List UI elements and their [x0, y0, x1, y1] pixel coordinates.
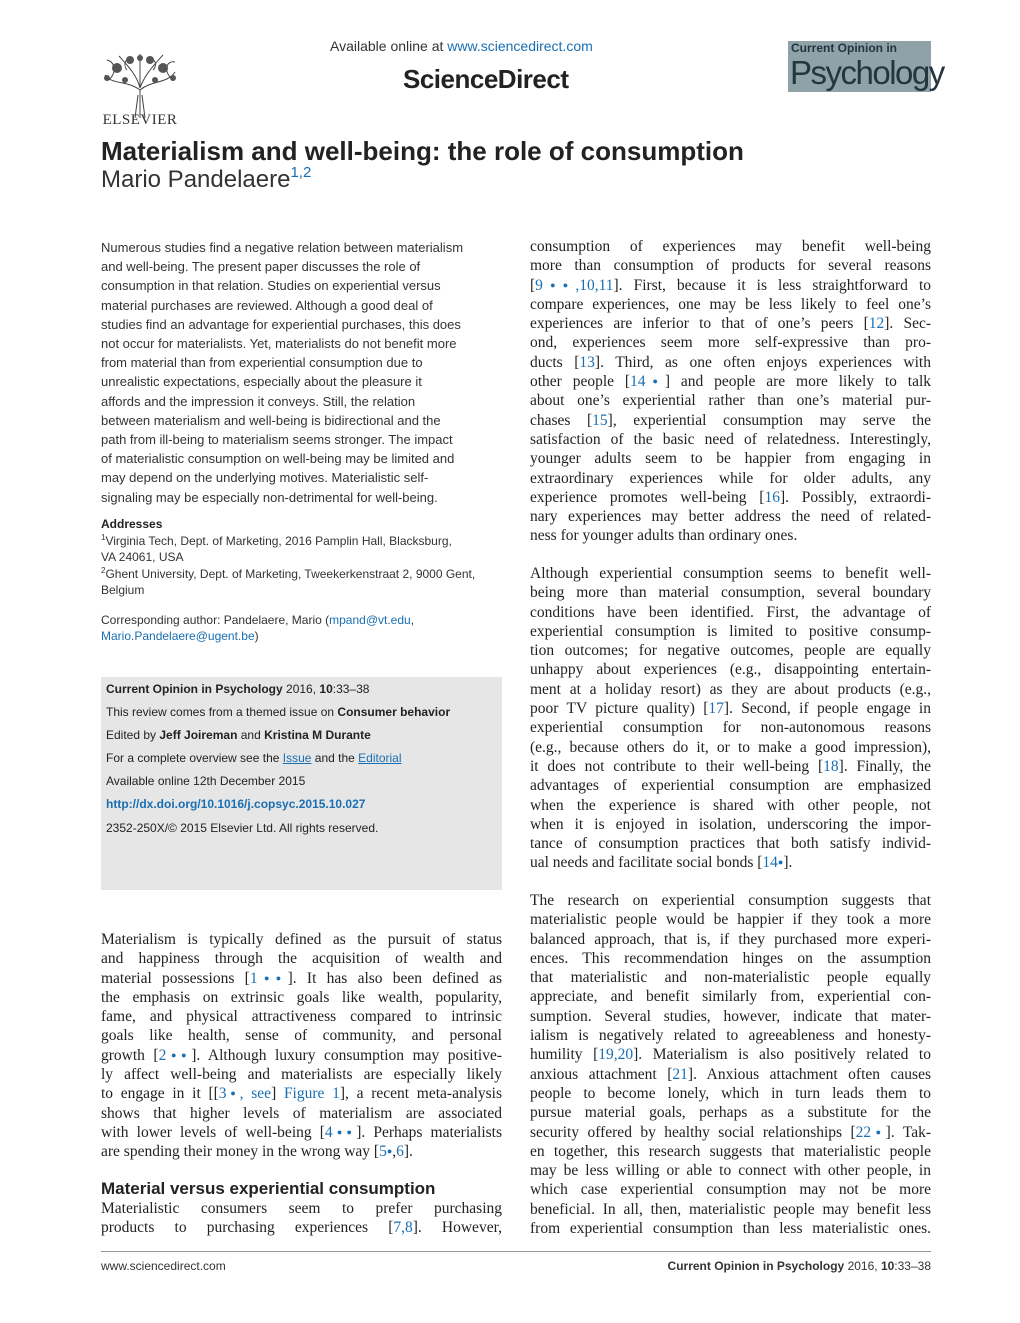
doi-text[interactable]: http://dx.doi.org/10.1016/j.copsyc.2015.10.027	[106, 797, 366, 811]
footer-pages: :33–38	[894, 1259, 931, 1273]
available-online	[330, 38, 690, 54]
address-num: 1	[101, 533, 106, 542]
abstract-line: from material than from experiential consumption due to	[101, 355, 423, 371]
abstract-line: material purchases are reviewed. Although a good deal of	[101, 297, 433, 313]
publisher-name: ELSEVIER	[102, 112, 178, 128]
year: 2016,	[282, 682, 320, 696]
sciencedirect-brand: ScienceDirect	[403, 64, 569, 94]
volume: 10	[319, 682, 333, 696]
abstract-line: and well-being. The present paper discusses the role of	[101, 259, 421, 275]
section-heading: Material versus experiential consumption	[101, 1179, 436, 1198]
sciencedirect-link[interactable]: www.sciencedirect.com	[447, 38, 593, 54]
body-paragraph: Although experiential consumption seems to benefit well- being more than material consumption, several boundary conditions have been identified. First, the advantage of experiential consumption is limited to positive consump- tion outcomes; for negative outcomes, people are equally unhappy about experiences (e.g., disappointing entertain- ment at a holiday resort) as they are about products (e.g., poor TV picture quality) [17]. Second, if people engage in experiential consumption for non-autonomous reasons (e.g., because others do it, or to make a good impression), it does not contribute to their well-being [18]. Finally, the advantages of experiential consumption are emphasized when the experience is shared with other people, not when it is enjoyed in isolation, underscoring the impor- tance of consumption practices that both satisfy individ- ual needs and facilitate social bonds [14●].	[530, 565, 932, 872]
edited-prefix: Edited by	[106, 728, 160, 742]
editor-name: Jeff Joireman	[159, 728, 238, 742]
article-title: Materialism and well-being: the role of consumption	[101, 136, 744, 166]
footer-year: 2016,	[844, 1259, 881, 1273]
corr-label: Corresponding author: Pandelaere, Mario (	[101, 613, 330, 627]
abstract-line: Numerous studies find a negative relation between materialism	[101, 240, 464, 255]
abstract-line: not occur for materialists. Yet, materialists do not benefit more	[101, 336, 457, 352]
overview-and: and the	[311, 751, 359, 765]
body-paragraph: The research on experiential consumption suggests that materialistic people would be happier if they took a more balanced approach, that is, if they purchased more experi- ences. This recommendation hinges on the assumption that materialistic and non-materialistic people equally appreciate, and benefit similarly from, experiential con- sumption. Several studies, however, indicate that mater- ialism is negatively related to agreeableness and honesty- humility [19,20]. Materialism is also positively related to anxious attachment [21]. Anxious attachment often causes people to become lonely, which in turn leads them to pursue material goals, perhaps as a substitute for the security offered by healthy social relationships [22●]. Tak- en together, this research suggests that materialistic people may be less willing or able to connect with other people, in which case experiential consumption may not be more beneficial. In all, then, materialistic people may benefit less from experiential consumption than less materialistic ones.	[530, 892, 932, 1238]
body-paragraph: Materialism is typically defined as the pursuit of status and happiness through the acquisition of wealth and material possessions [1●●]. It has also been defined as the emphasis on extrinsic goals like wealth, popularity, fame, and physical attractiveness compared to intrinsic goals like health, sense of community, and personal growth [2●●]. Although luxury consumption may positive- ly affect well-being and materialists are especially likely to engage in it [[3●, see] Figure 1], a recent meta-analysis shows that higher levels of materialism are associated with lower levels of well-being [4●●]. Perhaps materialists are spending their money in the wrong way [5●,6].	[101, 931, 503, 1161]
address-text: Belgium	[101, 583, 145, 597]
footer-volume: 10	[880, 1259, 895, 1273]
overview-line	[106, 751, 402, 765]
abstract-line: between materialism and well-being is bidirectional and the	[101, 412, 441, 428]
author-name: Mario Pandelaere	[101, 166, 291, 193]
abstract-line: consumption in that relation. Studies on experiential versus	[101, 278, 441, 294]
issue-prefix: This review comes from a themed issue on	[106, 705, 338, 719]
address-2	[101, 563, 501, 598]
doi-link[interactable]	[106, 797, 365, 811]
abstract-line: affords and the impression it conveys. Still, the relation	[101, 393, 416, 409]
journal-name: Current Opinion in Psychology	[106, 682, 283, 696]
citation-line	[106, 682, 369, 696]
addresses-heading: Addresses	[101, 517, 163, 531]
body-paragraph: Materialistic consumers seem to prefer purchasing products to purchasing experiences [7,8]. However,	[101, 1200, 502, 1237]
email-link[interactable]: Mario.Pandelaere@ugent.be	[101, 629, 255, 643]
journal-logo-large: Psychology	[790, 54, 944, 91]
article-author	[101, 166, 311, 194]
footer-citation	[580, 1259, 931, 1273]
abstract-line: unrealistic expectations, especially about the pleasure it	[101, 374, 422, 390]
abstract	[101, 238, 501, 507]
editorial-link[interactable]: Editorial	[358, 751, 402, 765]
issue-name: Consumer behavior	[337, 705, 451, 719]
abstract-line: signaling may be especially non-detrimental for well-being.	[101, 489, 438, 505]
footer-website[interactable]: www.sciencedirect.com	[101, 1259, 226, 1273]
address-1	[101, 530, 501, 565]
corresponding-author	[101, 612, 501, 644]
body-paragraph: consumption of experiences may benefit well-being more than consumption of products for several reasons [9●●,10,11]. First, because it is less straightforward to compare experiences, one may be less likely to feel one’s experiences are inferior to that of one’s peers [12]. Sec- ond, experiences seem more self-expressive than pro- ducts [13]. Third, as one often enjoys experiences with other people [14●] and people are more likely to talk about one’s experiential rather than one’s material pur- chases [15], experiential consumption may serve the satisfaction of the basic need of relatedness. Interestingly, younger adults seem to be happier from engaging in extraordinary experiences while for older adults, any experience promotes well-being [16]. Possibly, extraordi- nary experiences may better address the need of related- ness for younger adults than ordinary ones.	[530, 238, 932, 545]
email-link[interactable]: mpand@vt.edu	[329, 613, 411, 627]
abstract-line: path from ill-being to materialism seems stronger. The impact	[101, 432, 453, 448]
corr-end: )	[254, 629, 259, 643]
editor-and: and	[237, 728, 265, 742]
copyright: 2352-250X/© 2015 Elsevier Ltd. All rights reserved.	[106, 821, 379, 835]
footer-divider	[101, 1251, 931, 1252]
address-text: VA 24061, USA	[101, 550, 184, 564]
editors-line	[106, 728, 371, 742]
author-affiliation[interactable]: 1,2	[290, 164, 312, 181]
footer-journal: Current Opinion in Psychology	[667, 1259, 845, 1273]
abstract-line: studies find an advantage for experiential purchases, this does	[101, 316, 461, 332]
pages: :33–38	[332, 682, 370, 696]
abstract-line: of materialistic consumption on well-being may be limited and	[101, 451, 455, 467]
available-date: Available online 12th December 2015	[106, 774, 306, 788]
journal-logo-small: Current Opinion in	[791, 41, 897, 55]
editor-name: Kristina M Durante	[264, 728, 371, 742]
address-text: Virginia Tech, Dept. of Marketing, 2016 Pamplin Hall, Blacksburg,	[105, 534, 452, 548]
overview-prefix: For a complete overview see the	[106, 751, 283, 765]
corr-sep: ,	[410, 613, 415, 627]
address-num: 2	[101, 566, 106, 575]
address-text: Ghent University, Dept. of Marketing, Tweekerkenstraat 2, 9000 Gent,	[105, 567, 476, 581]
issue-link[interactable]: Issue	[282, 751, 312, 765]
available-label: Available online at	[330, 38, 448, 54]
abstract-line: may depend on the underlying motives. Materialistic self-	[101, 470, 429, 486]
themed-issue-line	[106, 705, 450, 719]
